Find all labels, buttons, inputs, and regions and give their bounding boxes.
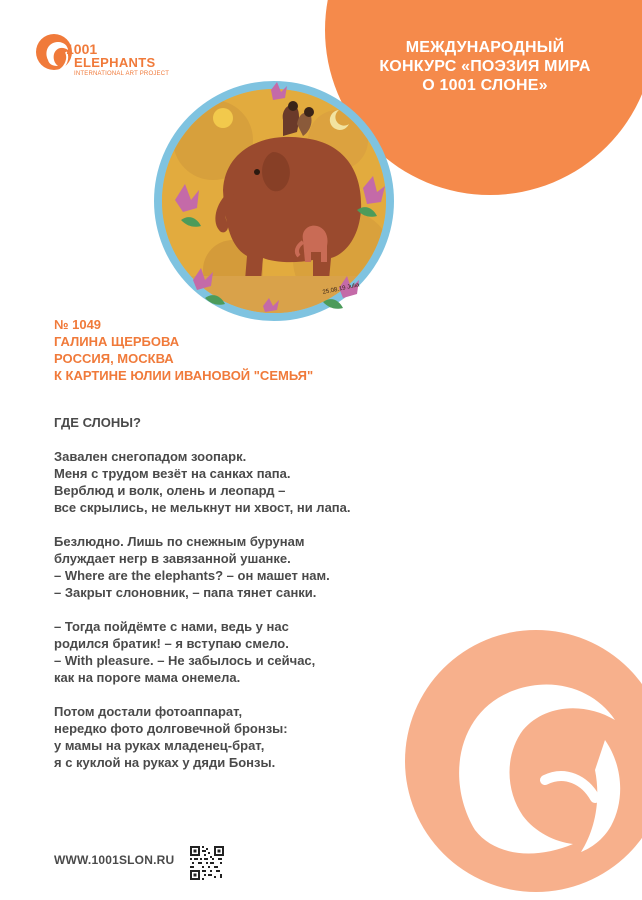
painting-family xyxy=(153,80,395,322)
entry-painting-ref: К КАРТИНЕ ЮЛИИ ИВАНОВОЙ "СЕМЬЯ" xyxy=(54,368,314,383)
poem-line: – Where are the elephants? – он машет нам. xyxy=(54,568,330,583)
poem-stanza xyxy=(54,618,434,686)
contest-title-line: МЕЖДУНАРОДНЫЙ xyxy=(405,39,565,56)
entry-meta xyxy=(54,316,474,384)
poem-line: Завален снегопадом зоопарк. xyxy=(54,449,247,464)
poem xyxy=(54,414,434,788)
logo-number: 1001 xyxy=(66,41,98,57)
poem-line: родился братик! – я вступаю смело. xyxy=(54,636,289,651)
poem-stanza xyxy=(54,533,434,601)
qr-code-icon xyxy=(190,846,224,880)
poem-line: – With pleasure. – Не забылось и сейчас, xyxy=(54,653,316,668)
entry-location: РОССИЯ, МОСКВА xyxy=(54,351,174,366)
contest-title-line: КОНКУРС «ПОЭЗИЯ МИРА xyxy=(379,58,591,75)
poem-line: все скрылись, не мелькнут ни хвост, ни лапа. xyxy=(54,500,351,515)
poem-line: нередко фото долговечной бронзы: xyxy=(54,721,288,736)
elephant-silhouette-icon xyxy=(405,630,642,892)
poem-line: – Закрыт слоновник, – папа тянет санки. xyxy=(54,585,317,600)
logo-name: ELEPHANTS xyxy=(74,55,156,70)
poem-title: ГДЕ СЛОНЫ? xyxy=(54,415,141,430)
entry-number: № 1049 xyxy=(54,317,102,332)
contest-title-line: О 1001 СЛОНЕ» xyxy=(422,77,548,94)
poem-line: Безлюдно. Лишь по снежным бурунам xyxy=(54,534,305,549)
poem-line: Верблюд и волк, олень и леопард – xyxy=(54,483,286,498)
website-link[interactable]: WWW.1001SLON.RU xyxy=(54,853,175,867)
decorative-circle xyxy=(405,630,642,892)
logo xyxy=(36,30,196,85)
poem-line: Меня с трудом везёт на санках папа. xyxy=(54,466,291,481)
poem-line: как на пороге мама онемела. xyxy=(54,670,241,685)
entry-author: ГАЛИНА ЩЕРБОВА xyxy=(54,334,180,349)
poem-line: Потом достали фотоаппарат, xyxy=(54,704,243,719)
poem-line: у мамы на руках младенец-брат, xyxy=(54,738,265,753)
painting-signature: 25.08.19 Julia xyxy=(322,282,360,296)
poem-line: блуждает негр в завязанной ушанке. xyxy=(54,551,291,566)
poem-line: я с куклой на руках у дяди Бонзы. xyxy=(54,755,276,770)
poem-stanza xyxy=(54,448,434,516)
poem-line: – Тогда пойдёмте с нами, ведь у нас xyxy=(54,619,289,634)
logo-subtitle: INTERNATIONAL ART PROJECT xyxy=(74,71,170,77)
poem-stanza xyxy=(54,703,434,771)
